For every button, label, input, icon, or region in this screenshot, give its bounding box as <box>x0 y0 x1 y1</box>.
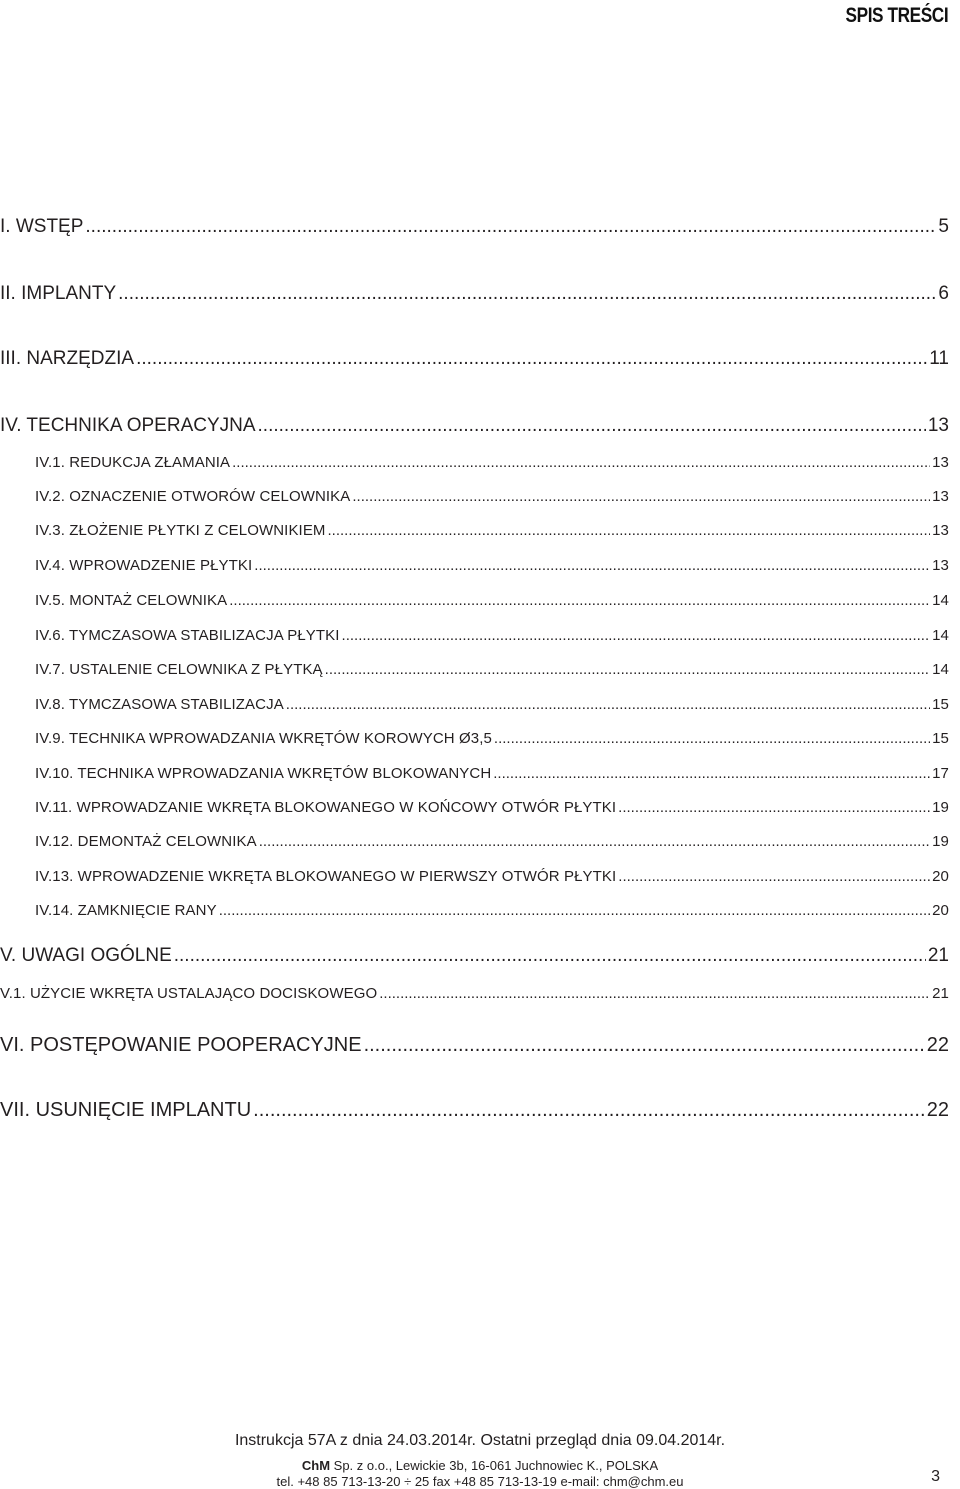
toc-page: 21 <box>927 945 949 966</box>
toc-entry-4[interactable] <box>0 415 949 437</box>
toc-entry-4-5[interactable] <box>35 592 949 609</box>
toc-page: 6 <box>938 283 949 304</box>
toc-leader <box>258 415 926 437</box>
toc-leader <box>253 1099 925 1122</box>
toc-entry-4-1[interactable] <box>35 454 949 471</box>
toc-label: IV.13. WPROWADZENIE WKRĘTA BLOKOWANEGO W PIERWSZY OTWÓR PŁYTKI <box>35 868 617 885</box>
toc-leader <box>618 799 930 816</box>
toc-page: 22 <box>926 1034 949 1056</box>
header-bar <box>0 0 960 34</box>
toc-leader <box>364 1034 925 1057</box>
toc-label: IV.10. TECHNIKA WPROWADZANIA WKRĘTÓW BLOKOWANYCH <box>35 765 492 782</box>
toc-page: 15 <box>932 730 949 747</box>
toc-entry-2[interactable] <box>0 283 949 305</box>
toc-page: 14 <box>932 627 949 644</box>
toc-label: IV.5. MONTAŻ CELOWNIKA <box>35 592 228 609</box>
toc-leader <box>493 765 930 782</box>
toc-entry-4-8[interactable] <box>35 696 949 713</box>
toc-entry-4-3[interactable] <box>35 522 949 539</box>
footer-instruction: Instrukcja 57A z dnia 24.03.2014r. Ostatni przegląd dnia 09.04.2014r. <box>234 1432 726 1449</box>
toc-entry-4-12[interactable] <box>35 833 949 850</box>
toc-leader <box>494 730 930 747</box>
toc-entry-4-13[interactable] <box>35 868 949 885</box>
toc-page: 5 <box>938 216 949 237</box>
toc-label: IV.14. ZAMKNIĘCIE RANY <box>35 902 217 919</box>
page-number: 3 <box>931 1468 940 1485</box>
toc-leader <box>85 216 936 238</box>
toc-entry-5-1[interactable] <box>0 985 949 1002</box>
toc-leader <box>174 945 926 967</box>
toc-label: IV.7. USTALENIE CELOWNIKA Z PŁYTKĄ <box>35 661 323 678</box>
toc-label: V. UWAGI OGÓLNE <box>0 945 172 966</box>
toc-label: IV. TECHNIKA OPERACYJNA <box>0 415 256 436</box>
toc-page: 14 <box>932 592 949 609</box>
toc-label: IV.9. TECHNIKA WPROWADZANIA WKRĘTÓW KOROWYCH Ø3,5 <box>35 730 492 747</box>
toc-page: 14 <box>932 661 949 678</box>
toc-label: VI. POSTĘPOWANIE POOPERACYJNE <box>0 1034 362 1056</box>
toc-leader <box>219 902 930 919</box>
toc-leader <box>328 522 931 539</box>
toc-entry-1[interactable] <box>0 216 949 238</box>
toc-page: 13 <box>932 557 949 574</box>
toc-entry-3[interactable] <box>0 348 949 370</box>
toc-label: IV.2. OZNACZENIE OTWORÓW CELOWNIKA <box>35 488 351 505</box>
toc-page: 13 <box>932 488 949 505</box>
toc-label: III. NARZĘDZIA <box>0 348 135 369</box>
company-brand: ChM <box>301 1458 331 1473</box>
toc-label: IV.3. ZŁOŻENIE PŁYTKI Z CELOWNIKIEM <box>35 522 326 539</box>
toc-label: IV.6. TYMCZASOWA STABILIZACJA PŁYTKI <box>35 627 340 644</box>
toc-entry-5[interactable] <box>0 945 949 967</box>
toc-page: 11 <box>929 348 949 369</box>
toc-leader <box>118 283 936 305</box>
toc-entry-4-11[interactable] <box>35 799 949 816</box>
toc-label: IV.1. REDUKCJA ZŁAMANIA <box>35 454 231 471</box>
toc-leader <box>286 696 930 713</box>
toc-label: I. WSTĘP <box>0 216 84 237</box>
toc-label: VII. USUNIĘCIE IMPLANTU <box>0 1099 252 1121</box>
company-address: Sp. z o.o., Lewickie 3b, 16-061 Juchnowiec K., POLSKA <box>330 1458 659 1473</box>
toc-label: IV.11. WPROWADZANIE WKRĘTA BLOKOWANEGO W KOŃCOWY OTWÓR PŁYTKI <box>35 799 617 816</box>
toc-label: IV.12. DEMONTAŻ CELOWNIKA <box>35 833 257 850</box>
toc-entry-4-4[interactable] <box>35 557 949 574</box>
toc-page: 20 <box>932 868 949 885</box>
toc-leader <box>232 454 930 471</box>
footer-contact: tel. +48 85 713-13-20 ÷ 25 fax +48 85 713-13-19 e-mail: chm@chm.eu <box>276 1474 684 1489</box>
page-title: SPIS TREŚCI <box>845 4 948 27</box>
toc-entry-4-2[interactable] <box>35 488 949 505</box>
toc-page: 15 <box>932 696 949 713</box>
toc-entry-4-6[interactable] <box>35 627 949 644</box>
toc-entry-4-9[interactable] <box>35 730 949 747</box>
toc-leader <box>254 557 930 574</box>
toc-entry-7[interactable] <box>0 1099 949 1122</box>
toc-entry-4-14[interactable] <box>35 902 949 919</box>
footer-company <box>0 1458 960 1473</box>
toc-page: 13 <box>932 454 949 471</box>
toc-entry-4-7[interactable] <box>35 661 949 678</box>
toc-leader <box>229 592 930 609</box>
toc-page: 13 <box>927 415 949 436</box>
toc-leader <box>618 868 930 885</box>
toc-entry-6[interactable] <box>0 1034 949 1057</box>
toc-entry-4-10[interactable] <box>35 765 949 782</box>
toc-leader <box>136 348 927 370</box>
toc-page: 19 <box>932 799 949 816</box>
toc-label: IV.4. WPROWADZENIE PŁYTKI <box>35 557 253 574</box>
toc-page: 21 <box>932 985 949 1002</box>
toc-leader <box>325 661 930 678</box>
toc-page: 22 <box>926 1099 949 1121</box>
toc-leader <box>259 833 930 850</box>
toc-page: 20 <box>932 902 949 919</box>
toc-label: V.1. UŻYCIE WKRĘTA USTALAJĄCO DOCISKOWEGO <box>0 985 378 1002</box>
toc-page: 17 <box>932 765 949 782</box>
toc-page: 19 <box>932 833 949 850</box>
toc-page: 13 <box>932 522 949 539</box>
toc-leader <box>379 985 930 1002</box>
toc-leader <box>342 627 931 644</box>
toc-label: II. IMPLANTY <box>0 283 117 304</box>
toc-label: IV.8. TYMCZASOWA STABILIZACJA <box>35 696 284 713</box>
toc-leader <box>352 488 930 505</box>
